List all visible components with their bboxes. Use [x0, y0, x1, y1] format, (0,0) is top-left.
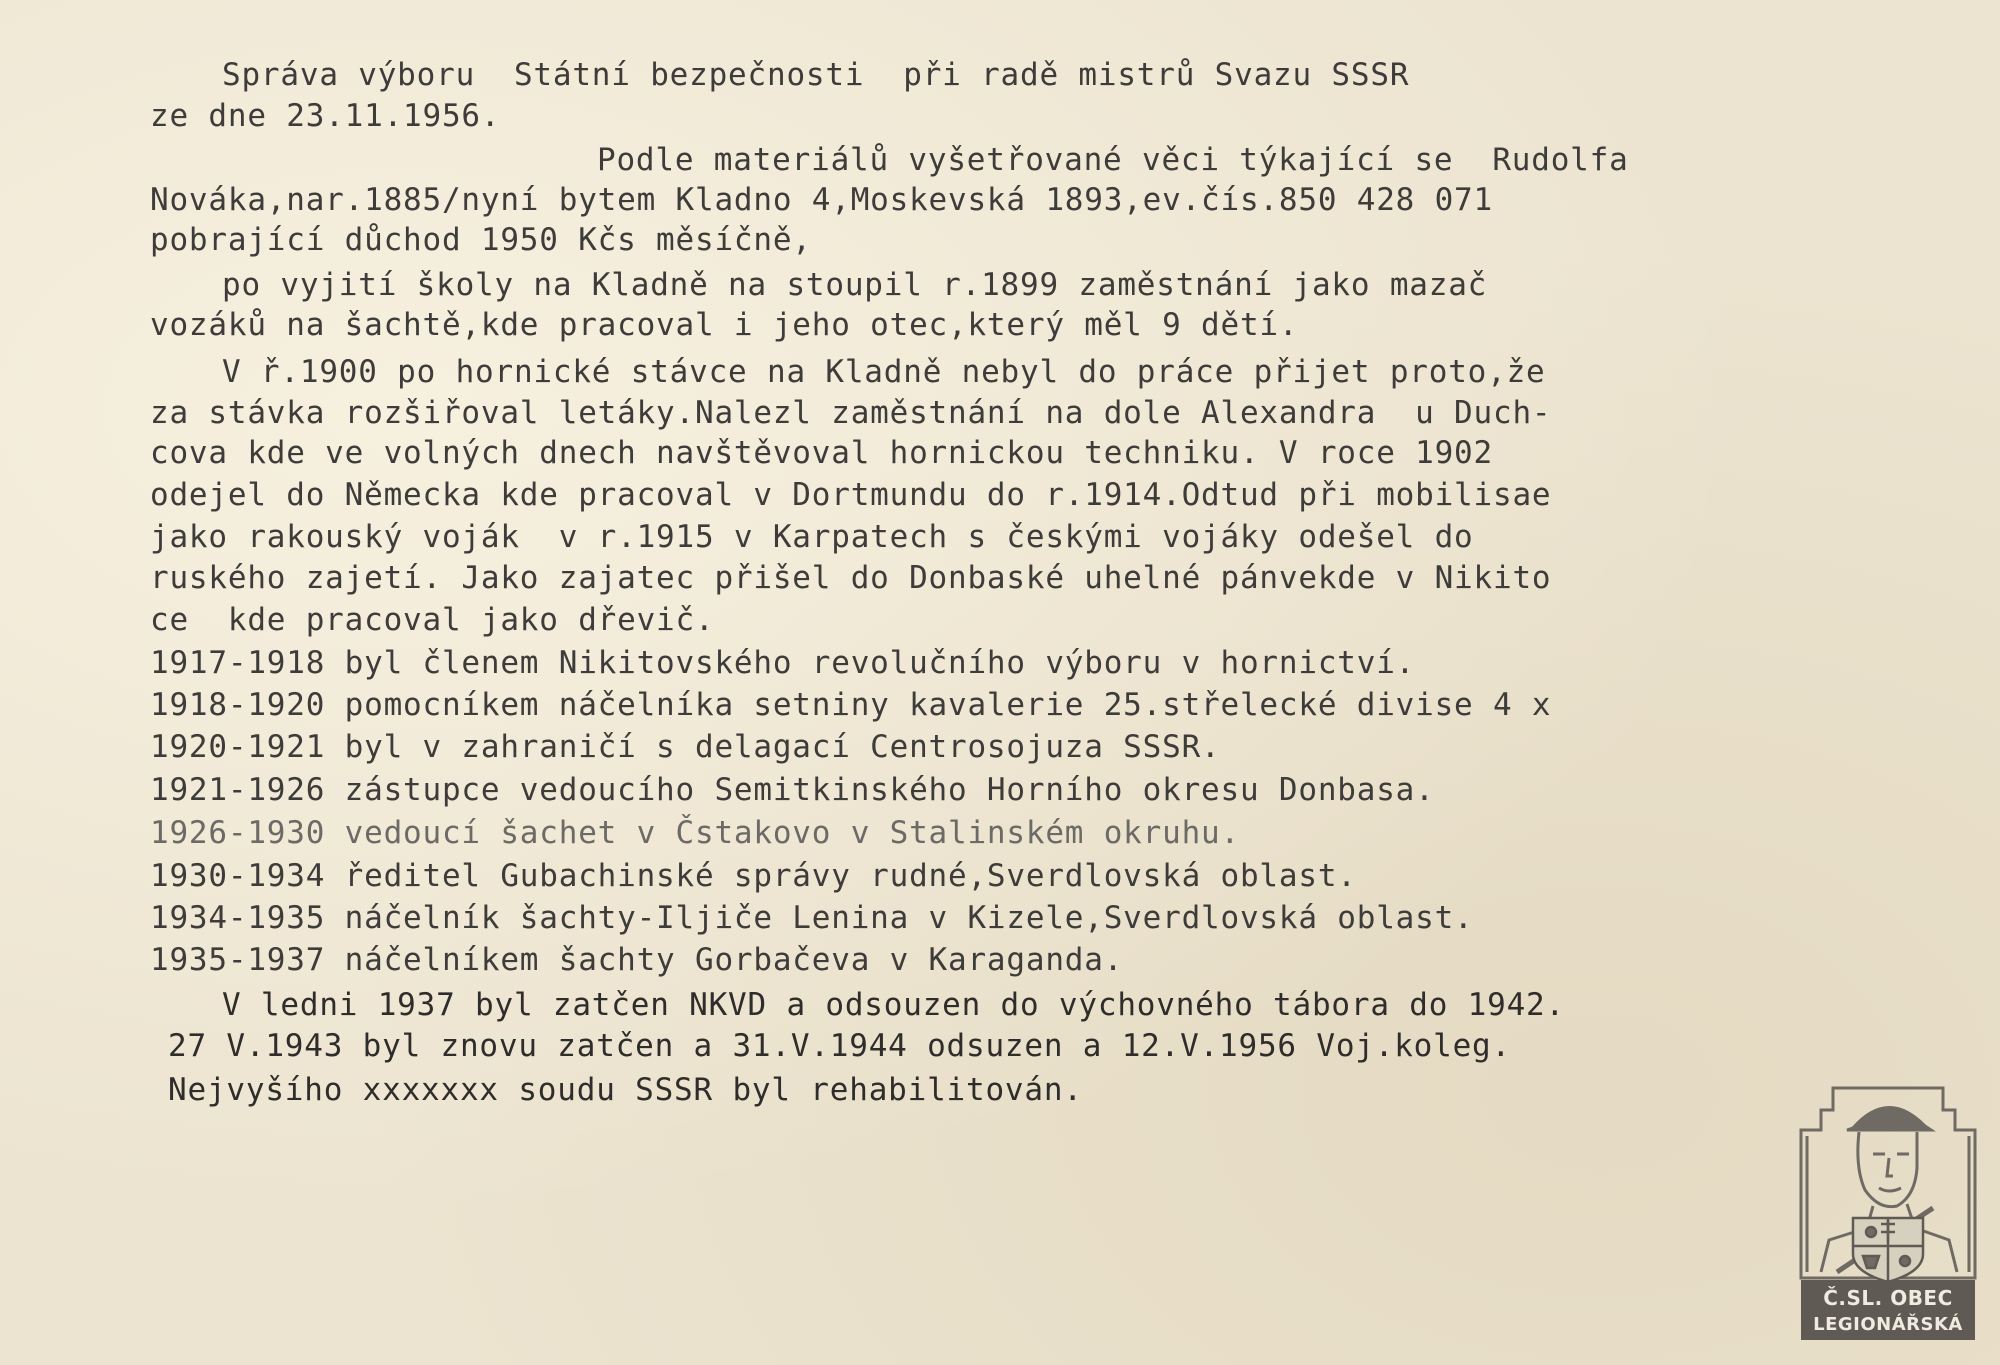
doc-line-2: ze dne 23.11.1956. [150, 98, 501, 134]
doc-line-19: 1926-1930 vedoucí šachet v Čstakovo v Stalinském okruhu. [150, 815, 1240, 851]
doc-line-18: 1921-1926 zástupce vedoucího Semitkinského Horního okresu Donbasa. [150, 772, 1435, 808]
doc-line-20: 1930-1934 ředitel Gubachinské správy rudné,Sverdlovská oblast. [150, 858, 1357, 894]
doc-line-10: cova kde ve volných dnech navštěvoval hornickou techniku. V roce 1902 [150, 435, 1493, 471]
doc-line-14: ce kde pracoval jako dřevič. [150, 602, 715, 638]
doc-line-3: Podle materiálů vyšetřované věci týkající se Rudolfa [597, 142, 1629, 178]
doc-line-21: 1934-1935 náčelník šachty-Iljiče Lenina v Kizele,Sverdlovská oblast. [150, 900, 1474, 936]
doc-line-12: jako rakouský voják v r.1915 v Karpatech s českými vojáky odešel do [150, 519, 1474, 555]
doc-line-24: 27 V.1943 byl znovu zatčen a 31.V.1944 odsuzen a 12.V.1956 Voj.koleg. [168, 1028, 1511, 1064]
doc-line-17: 1920-1921 byl v zahraničí s delagací Centrosojuza SSSR. [150, 729, 1221, 765]
doc-line-8: V ř.1900 po hornické stávce na Kladně nebyl do práce přijet proto,že [222, 354, 1546, 390]
legion-stamp [1793, 1058, 1983, 1348]
doc-line-6: po vyjití školy na Kladně na stoupil r.1899 zaměstnání jako mazač [222, 267, 1488, 303]
doc-line-15: 1917-1918 byl členem Nikitovského revolučního výboru v hornictví. [150, 645, 1416, 681]
doc-line-23: V ledni 1937 byl zatčen NKVD a odsouzen do výchovného tábora do 1942. [222, 987, 1565, 1023]
doc-line-11: odejel do Německa kde pracoval v Dortmundu do r.1914.Odtud při mobilisae [150, 477, 1552, 513]
stamp-label-line2: LEGIONÁŘSKÁ [1813, 1314, 1963, 1335]
doc-line-22: 1935-1937 náčelníkem šachty Gorbačeva v Karaganda. [150, 942, 1124, 978]
doc-line-7: vozáků na šachtě,kde pracoval i jeho otec,který měl 9 dětí. [150, 307, 1299, 343]
stamp-label-line1: Č.SL. OBEC [1823, 1286, 1953, 1310]
doc-line-9: za stávka rozšiřoval letáky.Nalezl zaměstnání na dole Alexandra u Duch- [150, 395, 1552, 431]
doc-line-25: Nejvyšího xxxxxxx soudu SSSR byl rehabilitován. [168, 1072, 1083, 1108]
doc-line-13: ruského zajetí. Jako zajatec přišel do Donbaské uhelné pánvekde v Nikito [150, 560, 1552, 596]
doc-line-5: pobrající důchod 1950 Kčs měsíčně, [150, 222, 812, 258]
doc-line-4: Nováka,nar.1885/nyní bytem Kladno 4,Moskevská 1893,ev.čís.850 428 071 [150, 182, 1493, 218]
doc-line-16: 1918-1920 pomocníkem náčelníka setniny kavalerie 25.střelecké divise 4 x [150, 687, 1552, 723]
doc-line-1: Správa výboru Státní bezpečnosti při radě mistrů Svazu SSSR [222, 57, 1410, 93]
